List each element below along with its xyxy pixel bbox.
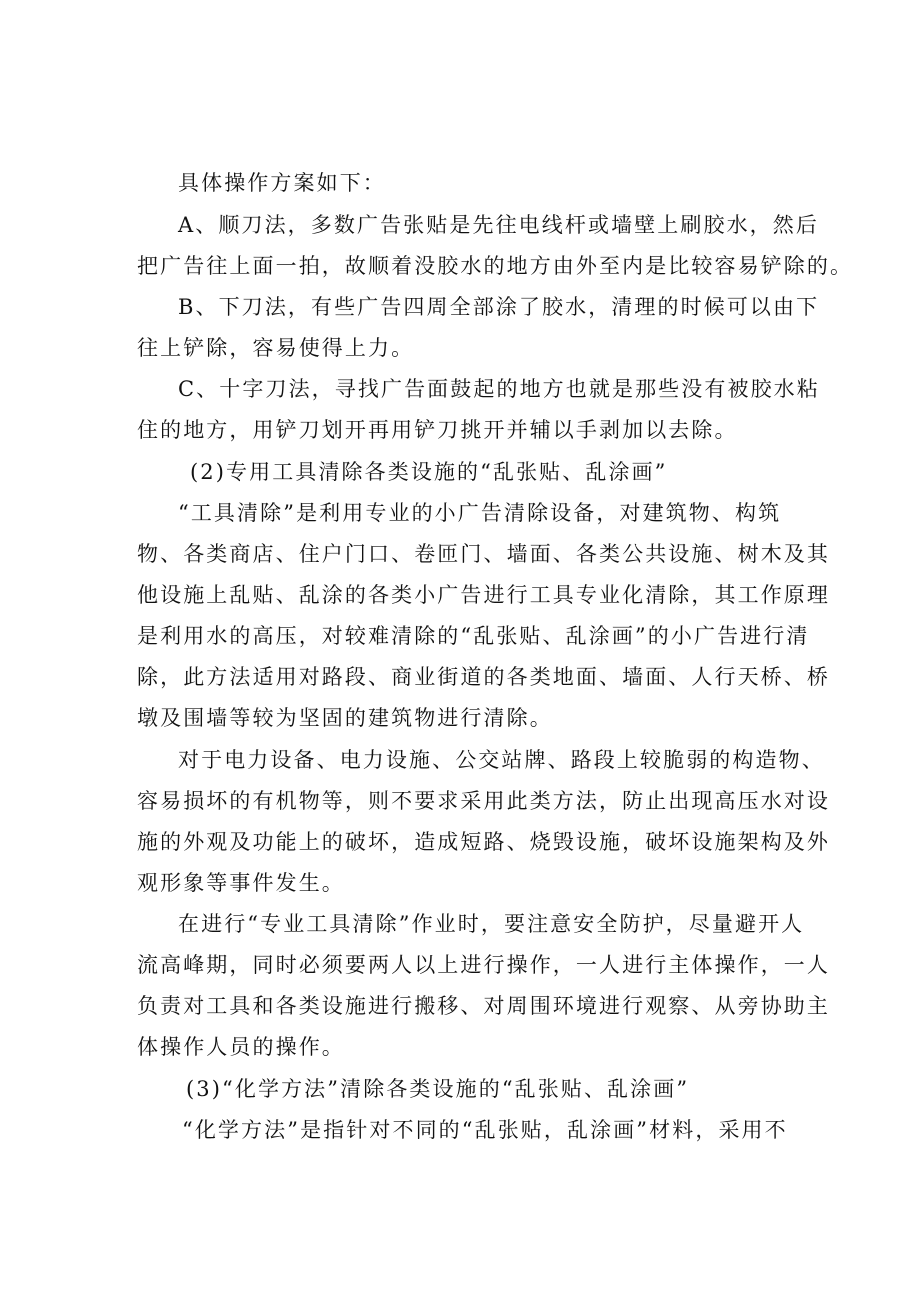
paragraph-a-line-2: 把广告往上面一拍，故顺着没胶水的地方由外至内是比较容易铲除的。: [137, 254, 854, 278]
paragraph-tools-line-5: 除，此方法适用对路段、商业街道的各类地面、墙面、人行天桥、桥: [137, 665, 830, 689]
paragraph-power-line-1: 对于电力设备、电力设施、公交站牌、路段上较脆弱的构造物、: [178, 748, 825, 772]
paragraph-b-line-2: 往上铲除，容易使得上力。: [137, 336, 415, 360]
paragraph-power-line-2: 容易损坏的有机物等，则不要求采用此类方法，防止出现高压水对设: [137, 789, 830, 813]
section-heading-3: (3)“化学方法”清除各类设施的“乱张贴、乱涂画”: [186, 1077, 690, 1101]
section-heading-2: (2)专用工具清除各类设施的“乱张贴、乱涂画”: [190, 460, 668, 484]
paragraph-safety-line-1: 在进行“专业工具清除”作业时，要注意安全防护，尽量避开人: [178, 912, 805, 936]
paragraph-c-line-2: 住的地方，用铲刀划开再用铲刀挑开并辅以手剥加以去除。: [137, 418, 738, 442]
paragraph-tools-line-6: 墩及围墙等较为坚固的建筑物进行清除。: [137, 706, 553, 730]
paragraph-tools-line-2: 物、各类商店、住户门口、卷匝门、墙面、各类公共设施、树木及其: [137, 542, 830, 566]
paragraph-b-line-1: B、下刀法，有些广告四周全部涂了胶水，清理的时候可以由下: [178, 295, 820, 319]
paragraph-a-line-1: A、顺刀法，多数广告张贴是先往电线杆或墙壁上刷胶水，然后: [178, 213, 819, 237]
paragraph-safety-line-3: 负责对工具和各类设施进行搬移、对周围环境进行观察、从旁协助主: [137, 994, 830, 1018]
paragraph-safety-line-4: 体操作人员的操作。: [137, 1035, 345, 1059]
paragraph-power-line-3: 施的外观及功能上的破坏，造成短路、烧毁设施，破坏设施架构及外: [137, 830, 830, 854]
paragraph-tools-line-4: 是利用水的高压，对较难清除的“乱张贴、乱涂画”的小广告进行清: [137, 624, 810, 648]
paragraph-safety-line-2: 流高峰期，同时必须要两人以上进行操作，一人进行主体操作，一人: [137, 953, 830, 977]
paragraph-intro: 具体操作方案如下：: [178, 171, 386, 195]
paragraph-tools-line-3: 他设施上乱贴、乱涂的各类小广告进行工具专业化清除，其工作原理: [137, 583, 830, 607]
paragraph-c-line-1: C、十字刀法，寻找广告面鼓起的地方也就是那些没有被胶水粘: [178, 377, 820, 401]
paragraph-power-line-4: 观形象等事件发生。: [137, 871, 345, 895]
paragraph-tools-line-1: “工具清除”是利用专业的小广告清除设备，对建筑物、构筑: [178, 501, 782, 525]
paragraph-chemical-line-1: “化学方法”是指针对不同的“乱张贴，乱涂画”材料，采用不: [182, 1118, 788, 1142]
